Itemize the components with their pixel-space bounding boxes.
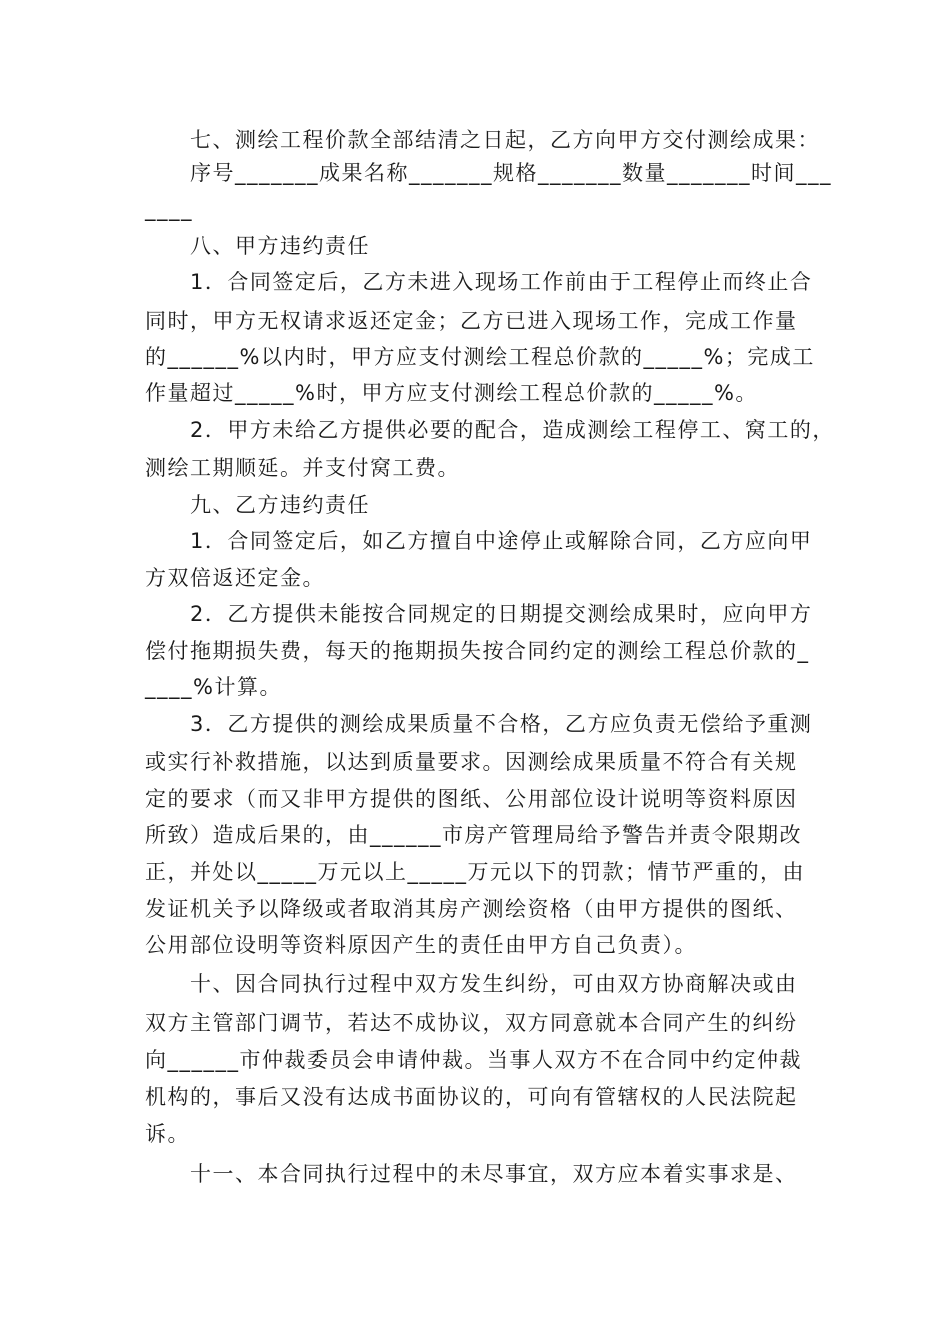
clause-9-item-3-line-6: 发证机关予以降级或者取消其房产测绘资格（由甲方提供的图纸、 bbox=[145, 897, 798, 921]
clause-8-item-1-line-1: 1．合同签定后，乙方未进入现场工作前由于工程停止而终止合 bbox=[190, 270, 813, 294]
clause-8-item-1-line-4: 作量超过_____%时，甲方应支付测绘工程总价款的_____%。 bbox=[145, 381, 758, 405]
clause-7-heading: 七、测绘工程价款全部结清之日起，乙方向甲方交付测绘成果： bbox=[190, 128, 820, 152]
clause-9-item-3-line-4: 所致）造成后果的，由______市房产管理局给予警告并责令限期改 bbox=[145, 823, 802, 847]
clause-10-line-2: 双方主管部门调节，若达不成协议，双方同意就本合同产生的纠纷 bbox=[145, 1011, 798, 1035]
clause-9-item-3-line-3: 定的要求（而又非甲方提供的图纸、公用部位设计说明等资料原因 bbox=[145, 787, 798, 811]
clause-8-item-2-line-2: 测绘工期顺延。并支付窝工费。 bbox=[145, 456, 460, 480]
clause-9-item-3-line-7: 公用部位设明等资料原因产生的责任由甲方自己负责）。 bbox=[145, 933, 697, 957]
deliverables-fields: 序号_______成果名称_______规格_______数量_______时间___ bbox=[190, 161, 832, 185]
clause-9-item-2-line-2: 偿付拖期损失费，每天的拖期损失按合同约定的测绘工程总价款的_ bbox=[145, 639, 810, 663]
clause-9-heading: 九、乙方违约责任 bbox=[190, 493, 370, 517]
clause-9-item-1-line-2: 方双倍返还定金。 bbox=[145, 566, 325, 590]
clause-8-heading: 八、甲方违约责任 bbox=[190, 234, 370, 258]
clause-9-item-3-line-5: 正，并处以_____万元以上_____万元以下的罚款；情节严重的，由 bbox=[145, 860, 805, 884]
clause-9-item-2-line-3: ____%计算。 bbox=[145, 675, 282, 699]
clause-10-line-4: 机构的，事后又没有达成书面协议的，可向有管辖权的人民法院起 bbox=[145, 1085, 798, 1109]
clause-10-line-3: 向______市仲裁委员会申请仲裁。当事人双方不在合同中约定仲裁 bbox=[145, 1048, 802, 1072]
clause-9-item-1-line-1: 1．合同签定后，如乙方擅自中途停止或解除合同，乙方应向甲 bbox=[190, 529, 813, 553]
clause-8-item-2-line-1: 2．甲方未给乙方提供必要的配合，造成测绘工程停工、窝工的， bbox=[190, 418, 835, 442]
clause-10-line-5: 诉。 bbox=[145, 1122, 190, 1146]
clause-9-item-3-line-2: 或实行补救措施，以达到质量要求。因测绘成果质量不符合有关规 bbox=[145, 750, 798, 774]
clause-8-item-1-line-3: 的______%以内时，甲方应支付测绘工程总价款的_____%；完成工 bbox=[145, 345, 815, 369]
deliverables-fields-continued: ____ bbox=[145, 197, 193, 221]
clause-11-line-1: 十一、本合同执行过程中的未尽事宜，双方应本着实事求是、 bbox=[190, 1162, 798, 1186]
clause-8-item-1-line-2: 同时，甲方无权请求返还定金；乙方已进入现场工作，完成工作量 bbox=[145, 309, 798, 333]
clause-9-item-3-line-1: 3．乙方提供的测绘成果质量不合格，乙方应负责无偿给予重测 bbox=[190, 712, 813, 736]
clause-10-line-1: 十、因合同执行过程中双方发生纠纷，可由双方协商解决或由 bbox=[190, 972, 798, 996]
clause-9-item-2-line-1: 2．乙方提供未能按合同规定的日期提交测绘成果时，应向甲方 bbox=[190, 602, 813, 626]
